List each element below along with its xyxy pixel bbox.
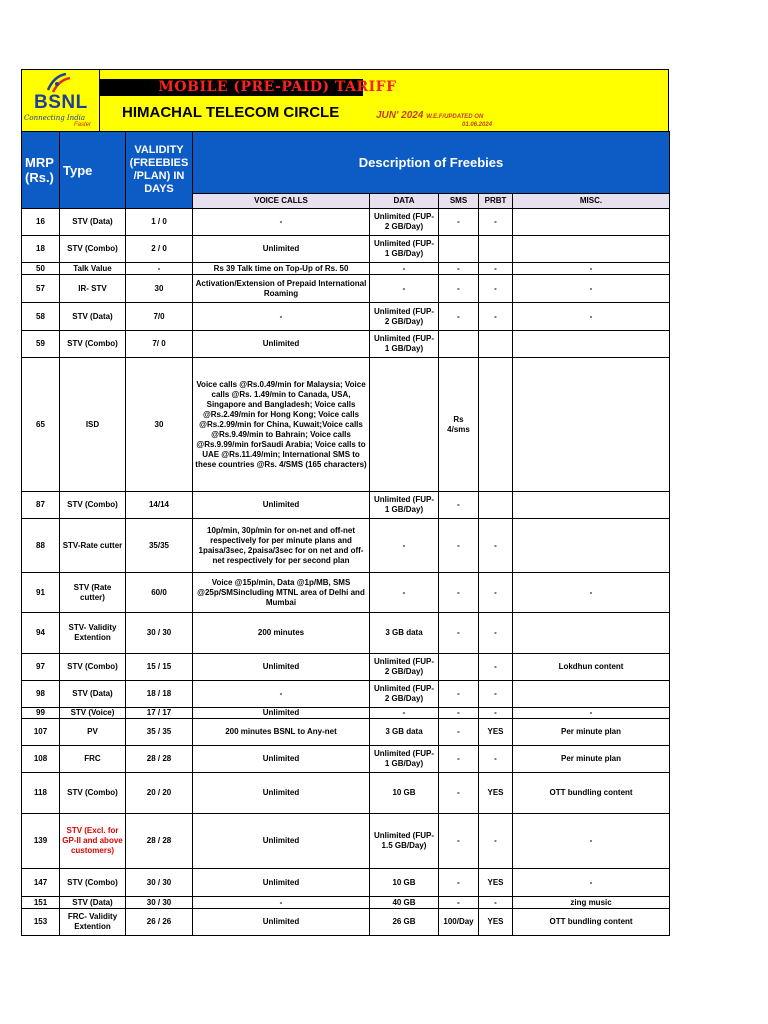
cell-validity: 7/0 (126, 303, 193, 331)
table-row (22, 573, 670, 613)
cell-type: STV (Voice) (60, 708, 126, 719)
cell-misc: - (513, 263, 670, 275)
cell-misc: OTT bundling content (513, 909, 670, 936)
cell-voice: Unlimited (193, 331, 370, 358)
cell-validity: 15 / 15 (126, 654, 193, 681)
cell-voice: Unlimited (193, 236, 370, 263)
cell-misc: - (513, 814, 670, 869)
update-date-value: 01.06.2024 (462, 122, 493, 128)
cell-misc: Per minute plan (513, 719, 670, 746)
cell-misc (513, 331, 670, 358)
table-row (22, 897, 670, 909)
cell-voice: Activation/Extension of Prepaid International Roaming (193, 275, 370, 303)
cell-prbt: - (479, 519, 513, 573)
cell-prbt: - (479, 275, 513, 303)
cell-misc: Lokdhun content (513, 654, 670, 681)
cell-data: Unlimited (FUP-2 GB/Day) (370, 654, 439, 681)
cell-mrp: 88 (22, 519, 60, 573)
cell-voice: Unlimited (193, 746, 370, 773)
cell-sms: - (439, 492, 479, 519)
cell-sms: - (439, 275, 479, 303)
table-row (22, 275, 670, 303)
cell-mrp: 58 (22, 303, 60, 331)
cell-sms: - (439, 613, 479, 654)
cell-sms: Rs 4/sms (439, 358, 479, 492)
cell-type: STV (Data) (60, 681, 126, 708)
col-validity-header: VALIDITY (FREEBIES /PLAN) IN DAYS (126, 132, 193, 209)
cell-misc (513, 209, 670, 236)
tariff-sheet (21, 69, 669, 936)
cell-type: STV (Combo) (60, 492, 126, 519)
cell-prbt: - (479, 263, 513, 275)
cell-prbt: - (479, 708, 513, 719)
cell-type: STV (Combo) (60, 869, 126, 897)
cell-misc: zing music (513, 897, 670, 909)
logo-tagline: Connecting India (24, 114, 86, 122)
cell-data: - (370, 263, 439, 275)
cell-mrp: 57 (22, 275, 60, 303)
cell-sms: - (439, 773, 479, 814)
cell-data: 26 GB (370, 909, 439, 936)
cell-validity: 28 / 28 (126, 746, 193, 773)
cell-voice: 200 minutes (193, 613, 370, 654)
col-type-header: Type (60, 132, 126, 209)
cell-misc (513, 613, 670, 654)
cell-sms: - (439, 869, 479, 897)
cell-mrp: 98 (22, 681, 60, 708)
table-row (22, 331, 670, 358)
update-date (376, 110, 483, 121)
cell-validity: 26 / 26 (126, 909, 193, 936)
table-body (22, 209, 670, 936)
col-data-header: DATA (370, 194, 439, 209)
cell-mrp: 139 (22, 814, 60, 869)
cell-data: - (370, 573, 439, 613)
cell-type: STV- Validity Extention (60, 613, 126, 654)
bsnl-logo-icon (44, 72, 72, 94)
logo-name: BSNL (34, 92, 88, 113)
table-row (22, 303, 670, 331)
circle-name: HIMACHAL TELECOM CIRCLE (122, 104, 340, 121)
cell-prbt: YES (479, 719, 513, 746)
cell-sms: - (439, 263, 479, 275)
cell-prbt: YES (479, 909, 513, 936)
cell-prbt: - (479, 209, 513, 236)
cell-sms: - (439, 814, 479, 869)
cell-prbt: YES (479, 773, 513, 814)
page-title: MOBILE (PRE-PAID) TARIFF (158, 79, 397, 95)
cell-sms: - (439, 303, 479, 331)
cell-sms: - (439, 746, 479, 773)
cell-misc (513, 492, 670, 519)
cell-misc: - (513, 869, 670, 897)
cell-validity: 17 / 17 (126, 708, 193, 719)
table-row (22, 236, 670, 263)
cell-voice: 200 minutes BSNL to Any-net (193, 719, 370, 746)
cell-mrp: 18 (22, 236, 60, 263)
cell-sms: - (439, 209, 479, 236)
table-row (22, 613, 670, 654)
cell-data: Unlimited (FUP-2 GB/Day) (370, 681, 439, 708)
cell-validity: 30 / 30 (126, 897, 193, 909)
col-sms-header: SMS (439, 194, 479, 209)
date-note: W.E.F/UPDATED ON (426, 114, 484, 120)
cell-misc (513, 519, 670, 573)
cell-misc: Per minute plan (513, 746, 670, 773)
cell-prbt: - (479, 897, 513, 909)
cell-data: Unlimited (FUP-1 GB/Day) (370, 746, 439, 773)
cell-type: PV (60, 719, 126, 746)
cell-sms (439, 236, 479, 263)
cell-prbt: - (479, 814, 513, 869)
col-misc-header: MISC. (513, 194, 670, 209)
cell-mrp: 151 (22, 897, 60, 909)
table-row (22, 654, 670, 681)
cell-mrp: 87 (22, 492, 60, 519)
table-row (22, 492, 670, 519)
cell-sms: 100/Day (439, 909, 479, 936)
cell-mrp: 65 (22, 358, 60, 492)
cell-validity: 1 / 0 (126, 209, 193, 236)
cell-data: Unlimited (FUP-2 GB/Day) (370, 209, 439, 236)
cell-mrp: 16 (22, 209, 60, 236)
cell-misc: - (513, 275, 670, 303)
cell-misc (513, 358, 670, 492)
cell-data: - (370, 519, 439, 573)
cell-mrp: 91 (22, 573, 60, 613)
cell-voice: Unlimited (193, 492, 370, 519)
cell-voice: Unlimited (193, 909, 370, 936)
cell-misc: OTT bundling content (513, 773, 670, 814)
table-row (22, 814, 670, 869)
cell-data: Unlimited (FUP-1 GB/Day) (370, 331, 439, 358)
cell-mrp: 94 (22, 613, 60, 654)
cell-voice: Unlimited (193, 814, 370, 869)
cell-data: 3 GB data (370, 613, 439, 654)
cell-sms: - (439, 519, 479, 573)
cell-validity: 30 (126, 358, 193, 492)
cell-prbt (479, 236, 513, 263)
cell-voice: Rs 39 Talk time on Top-Up of Rs. 50 (193, 263, 370, 275)
cell-voice: Unlimited (193, 708, 370, 719)
cell-misc (513, 681, 670, 708)
cell-voice: Unlimited (193, 654, 370, 681)
date-month: JUN' 2024 (376, 110, 424, 121)
cell-type: STV (Combo) (60, 236, 126, 263)
col-mrp-header: MRP (Rs.) (22, 132, 60, 209)
cell-sms: - (439, 681, 479, 708)
table-row (22, 358, 670, 492)
cell-type: STV (Combo) (60, 654, 126, 681)
cell-sms (439, 331, 479, 358)
cell-type: STV-Rate cutter (60, 519, 126, 573)
cell-data: Unlimited (FUP-1 GB/Day) (370, 492, 439, 519)
cell-sms: - (439, 719, 479, 746)
cell-type: STV (Excl. for GP-II and above customers) (60, 814, 126, 869)
cell-voice: Unlimited (193, 773, 370, 814)
cell-validity: 35 / 35 (126, 719, 193, 746)
cell-mrp: 50 (22, 263, 60, 275)
table-row (22, 869, 670, 897)
cell-voice: Voice @15p/min, Data @1p/MB, SMS @25p/SMSincluding MTNL area of Delhi and Mumbai (193, 573, 370, 613)
cell-misc (513, 236, 670, 263)
table-row (22, 519, 670, 573)
table-row (22, 263, 670, 275)
cell-type: STV (Data) (60, 897, 126, 909)
cell-type: IR- STV (60, 275, 126, 303)
cell-data: Unlimited (FUP-1.5 GB/Day) (370, 814, 439, 869)
cell-data: Unlimited (FUP-2 GB/Day) (370, 303, 439, 331)
col-description-header: Description of Freebies (193, 132, 670, 194)
cell-voice: 10p/min, 30p/min for on-net and off-net respectively for per minute plans and 1paisa/3sec, 2paisa/3sec for on net and off-net respectively for per second plan (193, 519, 370, 573)
table-header (22, 132, 670, 209)
cell-mrp: 147 (22, 869, 60, 897)
cell-validity: 30 / 30 (126, 613, 193, 654)
cell-misc: - (513, 573, 670, 613)
cell-validity: - (126, 263, 193, 275)
logo-tagline-faster: Faster (74, 122, 92, 128)
cell-voice: - (193, 681, 370, 708)
cell-sms (439, 654, 479, 681)
cell-validity: 60/0 (126, 573, 193, 613)
cell-validity: 28 / 28 (126, 814, 193, 869)
table-row (22, 719, 670, 746)
col-voice-header: VOICE CALLS (193, 194, 370, 209)
col-prbt-header: PRBT (479, 194, 513, 209)
tariff-table (21, 131, 670, 936)
cell-mrp: 59 (22, 331, 60, 358)
cell-type: STV (Combo) (60, 331, 126, 358)
cell-prbt: - (479, 573, 513, 613)
cell-type: Talk Value (60, 263, 126, 275)
cell-voice: Unlimited (193, 869, 370, 897)
cell-sms: - (439, 708, 479, 719)
table-row (22, 773, 670, 814)
cell-data: 3 GB data (370, 719, 439, 746)
cell-mrp: 118 (22, 773, 60, 814)
cell-type: FRC (60, 746, 126, 773)
cell-data: 40 GB (370, 897, 439, 909)
cell-data: 10 GB (370, 869, 439, 897)
cell-prbt (479, 358, 513, 492)
cell-mrp: 153 (22, 909, 60, 936)
cell-prbt (479, 492, 513, 519)
cell-sms: - (439, 573, 479, 613)
cell-voice: Voice calls @Rs.0.49/min for Malaysia; Voice calls @Rs. 1.49/min to Canada, USA, Singapore and Bangladesh; Voice calls @Rs.2.49/min for Hong Kong; Voice calls @Rs.2.99/min for China, Kuwait;Voice calls @Rs.9.49/min to Bahrain; Voice calls @Rs.9.99/min forSaudi Arabia; Voice calls to UAE @Rs.11.49/min; International SMS to these countries @Rs. 4/SMS (165 characters) (193, 358, 370, 492)
cell-prbt: - (479, 681, 513, 708)
cell-validity: 7/ 0 (126, 331, 193, 358)
cell-data: Unlimited (FUP-1 GB/Day) (370, 236, 439, 263)
table-row (22, 746, 670, 773)
cell-validity: 2 / 0 (126, 236, 193, 263)
cell-data: 10 GB (370, 773, 439, 814)
cell-type: STV (Data) (60, 209, 126, 236)
cell-prbt: YES (479, 869, 513, 897)
cell-prbt (479, 331, 513, 358)
cell-prbt: - (479, 303, 513, 331)
table-row (22, 909, 670, 936)
cell-mrp: 99 (22, 708, 60, 719)
cell-data: - (370, 708, 439, 719)
cell-misc: - (513, 303, 670, 331)
cell-mrp: 108 (22, 746, 60, 773)
cell-validity: 18 / 18 (126, 681, 193, 708)
header-banner (21, 69, 669, 131)
cell-validity: 20 / 20 (126, 773, 193, 814)
table-row (22, 209, 670, 236)
cell-prbt: - (479, 613, 513, 654)
cell-type: STV (Data) (60, 303, 126, 331)
cell-prbt: - (479, 654, 513, 681)
cell-data: - (370, 275, 439, 303)
table-row (22, 708, 670, 719)
cell-prbt: - (479, 746, 513, 773)
bsnl-logo (22, 70, 100, 131)
cell-validity: 14/14 (126, 492, 193, 519)
cell-validity: 30 (126, 275, 193, 303)
table-row (22, 681, 670, 708)
cell-voice: - (193, 209, 370, 236)
cell-misc: - (513, 708, 670, 719)
cell-validity: 30 / 30 (126, 869, 193, 897)
cell-mrp: 97 (22, 654, 60, 681)
cell-data (370, 358, 439, 492)
cell-type: STV (Combo) (60, 773, 126, 814)
cell-type: FRC- Validity Extention (60, 909, 126, 936)
cell-voice: - (193, 897, 370, 909)
cell-validity: 35/35 (126, 519, 193, 573)
cell-mrp: 107 (22, 719, 60, 746)
cell-type: STV (Rate cutter) (60, 573, 126, 613)
cell-voice: - (193, 303, 370, 331)
cell-type: ISD (60, 358, 126, 492)
cell-sms: - (439, 897, 479, 909)
